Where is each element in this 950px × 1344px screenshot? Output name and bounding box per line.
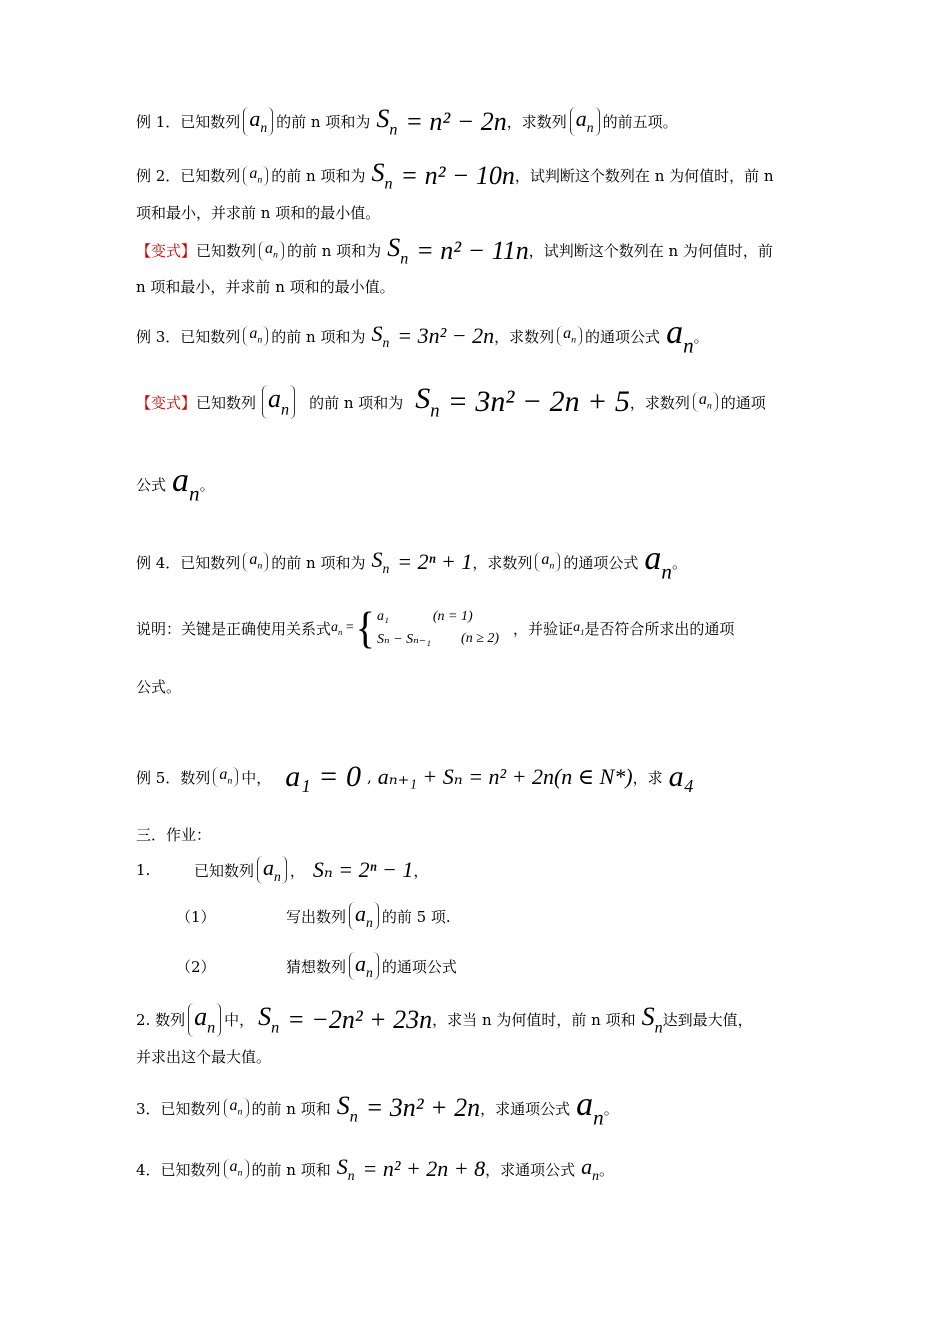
- seq-an-symbol: $a_n$: [693, 392, 718, 412]
- ex5-tail: ，求: [632, 768, 663, 787]
- seq-an-symbol: $a_n$: [262, 385, 295, 419]
- seq-an-symbol: $a_n$: [557, 326, 582, 346]
- ex1-tail-a: ，求数列: [506, 113, 567, 132]
- q4-an-target: $a_n$: [581, 1154, 599, 1184]
- example-2: [136, 158, 774, 193]
- ex2-tail: ，试判断这个数列在 n 为何值时，前 n: [514, 167, 774, 186]
- q4-lead: 4．已知数列: [136, 1160, 221, 1179]
- case1-value: a₁: [376, 608, 389, 624]
- seq-an-symbol: $a_n$: [535, 552, 560, 572]
- q1-number: 1.: [136, 861, 151, 880]
- homework-q2: [136, 1002, 753, 1037]
- ex3-mid: 的前 n 项和为: [271, 327, 366, 346]
- ex4-lead: 例 4．已知数列: [136, 553, 241, 572]
- var2-end: 。: [199, 475, 215, 494]
- ex5-lead: 例 5．数列: [136, 768, 211, 787]
- q3-formula: = 3n² + 2n: [365, 1093, 481, 1123]
- note-line2-text: 公式。: [136, 678, 182, 696]
- ex2-mid: 的前 n 项和为: [271, 167, 366, 186]
- homework-q2-line2: [136, 1046, 271, 1067]
- ex3-tail-a: ，求数列: [494, 327, 555, 346]
- q2-tail: ，求当 n 为何值时，前 n 项和: [432, 1011, 636, 1030]
- left-brace-icon: {: [355, 602, 375, 653]
- note-line2: [136, 676, 181, 697]
- ex3-sn: $S_n$: [371, 321, 390, 351]
- var2-lead: 已知数列: [196, 393, 257, 412]
- homework-q3: [136, 1086, 619, 1130]
- q1-lead: 已知数列: [194, 861, 255, 880]
- ex3-lead: 例 3．已知数列: [136, 327, 241, 346]
- ex2-formula: = n² − 10n: [400, 160, 515, 190]
- seq-an-symbol: $a_n$: [259, 241, 284, 261]
- q4-tail: ，求通项公式: [485, 1160, 576, 1179]
- q1-sub2-tail: 的通项公式: [381, 957, 457, 976]
- q1-sub2-number: （2）: [176, 957, 216, 976]
- q2-sn-2: $S_n$: [641, 1002, 663, 1037]
- q2-line2: 并求出这个最大值。: [136, 1048, 272, 1066]
- ex2-sn: $S_n$: [371, 158, 393, 193]
- seq-an-symbol: $a_n$: [243, 107, 273, 135]
- seq-an-symbol: $a_n$: [570, 107, 600, 135]
- ex1-mid: 的前 n 项和为: [276, 113, 371, 132]
- var2-line2: 公式: [136, 475, 167, 494]
- homework-q1-part1: [176, 902, 451, 930]
- q3-an-target: $a_n$: [576, 1086, 604, 1130]
- ex4-formula: = 2ⁿ + 1: [397, 549, 473, 575]
- example-3: [136, 314, 709, 358]
- q1-comma-end: ，: [413, 861, 429, 880]
- q3-tail: ，求通项公式: [480, 1099, 571, 1118]
- var2-tail-a: ，求数列: [629, 393, 690, 412]
- q1-sub1-number: （1）: [176, 907, 216, 926]
- q2-mid: 中，: [224, 1011, 255, 1030]
- note-lead: 说明：关键是正确使用关系式: [136, 619, 332, 638]
- seq-an-symbol: $a_n$: [243, 552, 268, 572]
- homework-q1: [136, 856, 428, 884]
- q1-comma: ，: [289, 861, 305, 880]
- note-tail-a: ，并验证: [513, 619, 574, 638]
- var1-mid: 的前 n 项和为: [286, 242, 382, 261]
- variant-1-line2: [136, 276, 395, 297]
- example-1: [136, 104, 678, 139]
- ex1-formula: = n² − 2n: [405, 106, 507, 136]
- var1-formula: = n² − 11n: [416, 235, 529, 265]
- variant-2-line2: [136, 462, 215, 506]
- ex1-sn: $S_n$: [376, 104, 398, 139]
- var1-tail: ，试判断这个数列在 n 为何值时，前: [528, 242, 773, 261]
- ex4-an-target: $a_n$: [644, 540, 672, 584]
- ex5-formula-2: aₙ₊₁ + Sₙ = n² + 2n(n ∈ N*): [377, 764, 633, 789]
- note-a1: $a_1$: [573, 619, 585, 637]
- q3-lead: 3．已知数列: [136, 1099, 221, 1118]
- ex5-formula-1: a₁ = 0: [285, 760, 361, 793]
- ex4-tail-b: 的通项公式: [563, 553, 639, 572]
- ex3-an-target: $a_n$: [666, 314, 694, 358]
- q4-end: 。: [598, 1160, 614, 1179]
- var1-sn: $S_n$: [387, 233, 409, 268]
- q3-sn: $S_n$: [336, 1090, 358, 1125]
- variant-1: [136, 233, 773, 268]
- q2-formula: = −2n² + 23n: [287, 1004, 433, 1034]
- case2-condition: (n ≥ 2): [461, 630, 500, 646]
- ex4-mid: 的前 n 项和为: [271, 553, 366, 572]
- example-4: [136, 540, 687, 584]
- ex3-formula: = 3n² − 2n: [397, 323, 495, 349]
- seq-an-symbol: $a_n$: [224, 1159, 249, 1179]
- homework-q1-part2: [176, 952, 457, 980]
- var2-tail-b: 的通项: [720, 393, 766, 412]
- q2-tail2: 达到最大值，: [662, 1011, 753, 1030]
- ex1-lead: 例 1．已知数列: [136, 113, 241, 132]
- ex4-end: 。: [671, 553, 687, 572]
- var2-formula: = 3n² − 2n + 5: [447, 385, 630, 419]
- ex5-mid: 中，: [241, 768, 272, 787]
- homework-title: 三．作业：: [136, 826, 212, 844]
- var2-an-target: $a_n$: [172, 462, 200, 506]
- ex5-comma: ,: [366, 768, 372, 786]
- var1-lead: 已知数列: [196, 242, 257, 261]
- example-2-line2: [136, 202, 380, 223]
- q3-mid: 的前 n 项和: [251, 1099, 331, 1118]
- variant-tag: 【变式】: [136, 393, 197, 412]
- case1-condition: (n = 1): [432, 608, 473, 624]
- q3-end: 。: [603, 1099, 619, 1118]
- var2-mid: 的前 n 项和为: [309, 393, 404, 412]
- q1-formula: Sₙ = 2ⁿ − 1: [312, 857, 414, 883]
- variant-2: [136, 382, 766, 422]
- note: [136, 602, 735, 653]
- ex3-tail-b: 的通项公式: [585, 327, 661, 346]
- q4-sn: $S_n$: [336, 1154, 355, 1184]
- seq-an-symbol: $a_n$: [349, 902, 379, 930]
- var2-sn: $S_n$: [415, 382, 440, 422]
- q1-sub2-lead: 猜想数列: [286, 957, 347, 976]
- seq-an-symbol: $a_n$: [243, 326, 268, 346]
- ex2-line2: 项和最小，并求前 n 项和的最小值。: [136, 204, 381, 222]
- seq-an-symbol: $a_n$: [243, 166, 268, 186]
- q4-formula: = n² + 2n + 8: [362, 1156, 486, 1182]
- note-tail-b: 是否符合所求出的通项: [584, 619, 735, 638]
- q1-sub1-lead: 写出数列: [286, 907, 347, 926]
- q2-lead: 2. 数列: [136, 1011, 186, 1030]
- var1-line2: n 项和最小，并求前 n 项和的最小值。: [136, 278, 395, 296]
- piecewise-formula: [354, 602, 500, 653]
- homework-heading: [136, 824, 211, 845]
- seq-an-symbol: $a_n$: [257, 856, 287, 884]
- ex5-target: a₄: [668, 760, 695, 793]
- seq-an-symbol: $a_n$: [188, 1003, 221, 1037]
- q4-mid: 的前 n 项和: [251, 1160, 331, 1179]
- ex3-end: 。: [693, 327, 709, 346]
- ex4-sn: $S_n$: [371, 547, 390, 577]
- homework-q4: [136, 1154, 614, 1184]
- ex1-tail-b: 的前五项。: [602, 113, 678, 132]
- ex2-lead: 例 2．已知数列: [136, 167, 241, 186]
- seq-an-symbol: $a_n$: [213, 767, 238, 787]
- example-5: [136, 760, 694, 794]
- variant-tag: 【变式】: [136, 242, 197, 261]
- case2-value: Sₙ − Sₙ₋₁: [376, 631, 432, 647]
- seq-an-symbol: $a_n$: [349, 952, 379, 980]
- q1-sub1-tail: 的前 5 项.: [381, 907, 451, 926]
- ex4-tail-a: ，求数列: [472, 553, 533, 572]
- seq-an-symbol: $a_n$: [224, 1098, 249, 1118]
- q2-sn: $S_n$: [258, 1002, 280, 1037]
- note-an: $a_n$ =: [331, 619, 354, 637]
